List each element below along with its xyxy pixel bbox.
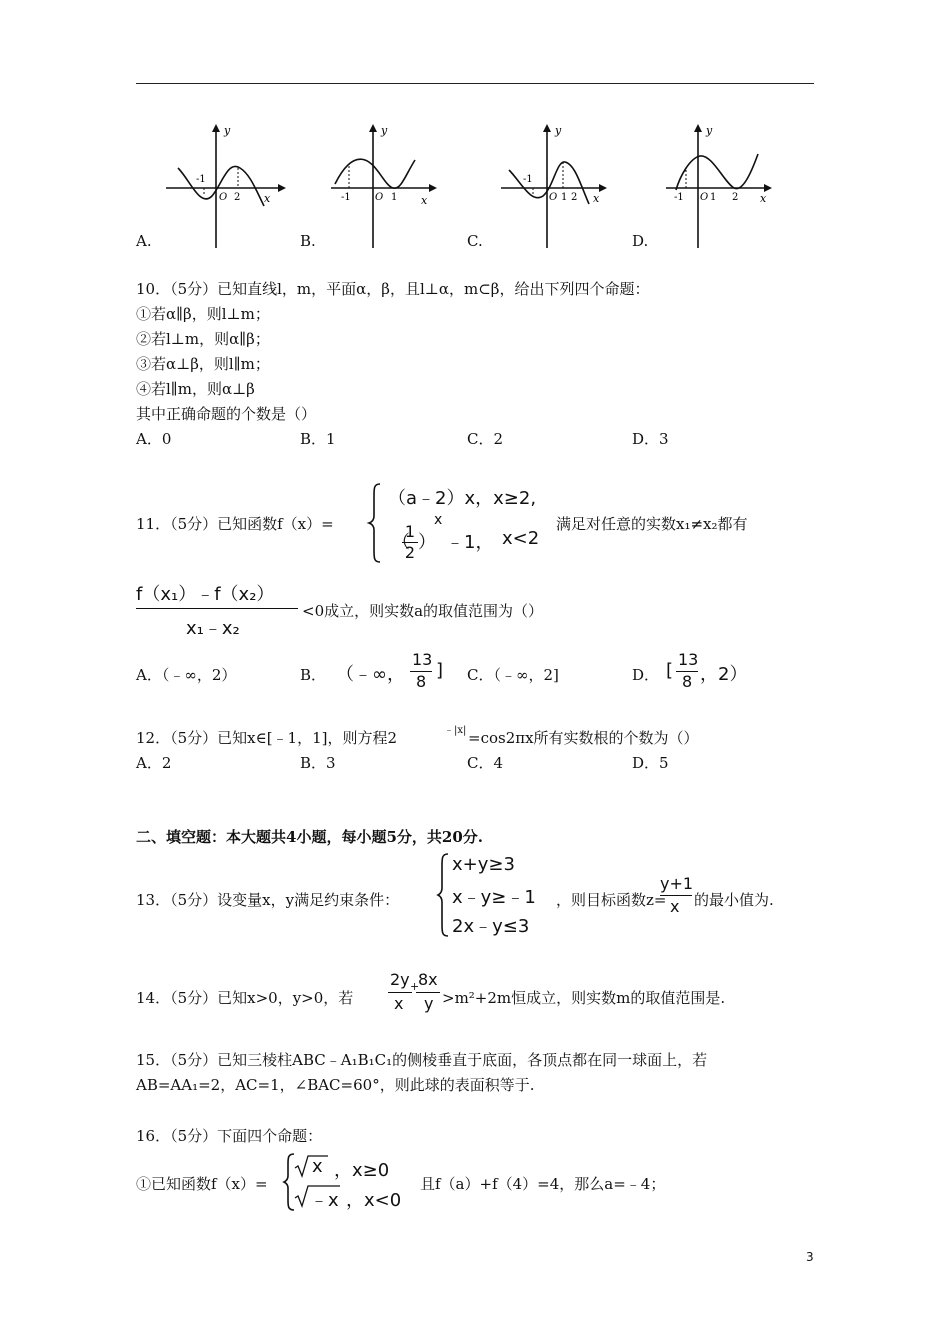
q12-stem-b: =cos2πx所有实数根的个数为（） bbox=[468, 729, 699, 747]
q14-prefix: 14．（5分）已知x>0，y>0，若 bbox=[136, 989, 354, 1007]
q16-case-1-cond: ，x≥0 bbox=[334, 1160, 390, 1181]
graph-c-origin: O bbox=[549, 192, 558, 203]
q11-option-d-den: 8 bbox=[682, 672, 693, 691]
q13-frac-den: x bbox=[670, 897, 680, 916]
q13-frac-bar bbox=[660, 895, 692, 896]
graph-c-label: C. bbox=[467, 232, 483, 250]
graph-c bbox=[495, 120, 625, 250]
q10-option-b: B．1 bbox=[300, 430, 336, 448]
graph-b-x-label: x bbox=[421, 194, 428, 207]
header-rule bbox=[136, 83, 814, 84]
q11-brace bbox=[368, 482, 382, 564]
q16-item-1-suffix: 且f（a）+f（4）=4，那么a=﹣4； bbox=[420, 1175, 666, 1193]
q10-option-c: C．2 bbox=[467, 430, 504, 448]
q10-option-a: A．0 bbox=[136, 430, 172, 448]
graph-d-origin: O bbox=[700, 192, 709, 203]
q11-suffix: 满足对任意的实数x₁≠x₂都有 bbox=[556, 515, 748, 533]
q10-item-3: ③若α⊥β，则l∥m； bbox=[136, 355, 270, 373]
q11-case-2-base-num: 1 bbox=[404, 522, 416, 541]
q11-option-b-label: B． bbox=[300, 666, 327, 684]
q11-case-2-exp: x bbox=[434, 512, 443, 528]
graph-a-label: A. bbox=[136, 232, 152, 250]
graph-d-tick: -1 bbox=[674, 192, 684, 203]
q11-frac-numerator: f（x₁）﹣f（x₂） bbox=[136, 584, 275, 605]
q11-option-b-den: 8 bbox=[416, 672, 427, 691]
q12-exponent: ﹣|x| bbox=[444, 725, 467, 736]
q11-option-d-num: 13 bbox=[678, 650, 699, 669]
graph-c-tick: -1 bbox=[523, 174, 533, 185]
page-number: 3 bbox=[806, 1250, 814, 1264]
q16-stem: 16．（5分）下面四个命题： bbox=[136, 1127, 323, 1145]
graph-d-label: D. bbox=[632, 232, 649, 250]
q11-case-2-paren-close: ） bbox=[418, 532, 436, 553]
q10-ask: 其中正确命题的个数是（） bbox=[136, 405, 317, 423]
q12-option-a: A．2 bbox=[136, 754, 172, 772]
q16-item-1-prefix: ①已知函数f（x）= bbox=[136, 1175, 268, 1193]
q11-case-1: （a﹣2）x，x≥2, bbox=[388, 488, 537, 509]
graph-d bbox=[660, 120, 790, 250]
q12-option-d: D．5 bbox=[632, 754, 669, 772]
graph-b-label: B. bbox=[300, 232, 316, 250]
q16-case-2-cond: ，x<0 bbox=[346, 1190, 402, 1211]
q11-after: <0成立，则实数a的取值范围为（） bbox=[302, 602, 544, 620]
q14-f2-bar bbox=[416, 992, 440, 993]
q11-option-d-close: ，2） bbox=[700, 664, 748, 685]
q11-option-d-label: D． bbox=[632, 666, 660, 684]
q10-item-4: ④若l∥m，则α⊥β bbox=[136, 380, 255, 398]
q13-frac-num: y+1 bbox=[660, 874, 694, 893]
q11-option-b-open: （﹣∞， bbox=[336, 664, 405, 685]
q10-stem: 10．（5分）已知直线l，m，平面α，β，且l⊥α，m⊂β，给出下列四个命题： bbox=[136, 280, 650, 298]
q11-case-2-paren-open: （ bbox=[392, 532, 410, 553]
q10-item-1: ①若α∥β，则l⊥m； bbox=[136, 305, 270, 323]
graph-c-tick: 1 bbox=[561, 192, 568, 203]
q11-option-c: C．（﹣∞，2] bbox=[467, 666, 559, 684]
q14-plus: + bbox=[410, 980, 420, 993]
q11-case-2-rest: ﹣1， bbox=[446, 532, 494, 553]
graph-a bbox=[160, 120, 290, 250]
q13-constraint-2: x﹣y≥﹣1 bbox=[452, 887, 536, 908]
q15-line-1: 15．（5分）已知三棱柱ABC﹣A₁B₁C₁的侧棱垂直于底面，各顶点都在同一球面上，若 bbox=[136, 1051, 708, 1069]
graph-a-origin: O bbox=[219, 192, 228, 203]
graph-d-y-label: y bbox=[706, 124, 713, 137]
q11-prefix: 11．（5分）已知函数f（x）= bbox=[136, 515, 334, 533]
q13-brace bbox=[437, 852, 449, 938]
q11-option-a: A．（﹣∞，2） bbox=[136, 666, 237, 684]
q11-option-b-num: 13 bbox=[412, 650, 433, 669]
q14-f1-num: 2y bbox=[390, 970, 410, 989]
q13-suffix: 的最小值为. bbox=[694, 891, 774, 909]
q14-f2-den: y bbox=[424, 994, 434, 1013]
graph-c-tick: 2 bbox=[571, 192, 578, 203]
q14-suffix: >m²+2m恒成立，则实数m的取值范围是. bbox=[442, 989, 726, 1007]
q14-f1-bar bbox=[388, 992, 412, 993]
q11-frac-denominator: x₁﹣x₂ bbox=[186, 618, 240, 639]
q12-option-c: C．4 bbox=[467, 754, 504, 772]
q14-f2-num: 8x bbox=[418, 970, 438, 989]
graph-d-x-label: x bbox=[760, 192, 767, 205]
graph-a-y-label: y bbox=[224, 124, 231, 137]
graph-c-x-label: x bbox=[593, 192, 600, 205]
q14-f1-den: x bbox=[394, 994, 404, 1013]
q13-constraint-3: 2x﹣y≤3 bbox=[452, 916, 530, 937]
q11-option-d-open: [ bbox=[666, 660, 674, 681]
q16-case-2-radicand: ﹣x bbox=[310, 1190, 339, 1211]
graph-b-tick: -1 bbox=[341, 192, 351, 203]
graph-d-tick: 2 bbox=[732, 192, 739, 203]
q11-case-2-cond: x<2 bbox=[502, 528, 540, 549]
graph-c-y-label: y bbox=[555, 124, 562, 137]
graph-a-tick: -1 bbox=[196, 174, 206, 185]
graph-b-tick: 1 bbox=[391, 192, 398, 203]
graph-a-tick: 2 bbox=[234, 192, 241, 203]
q11-frac-bar bbox=[136, 608, 298, 609]
q13-constraint-1: x+y≥3 bbox=[452, 854, 515, 875]
graph-b-origin: O bbox=[375, 192, 384, 203]
q12-option-b: B．3 bbox=[300, 754, 336, 772]
graph-b-y-label: y bbox=[381, 124, 388, 137]
graph-d-tick: 1 bbox=[710, 192, 717, 203]
q10-item-2: ②若l⊥m，则α∥β； bbox=[136, 330, 270, 348]
q11-option-b-close: ] bbox=[436, 660, 444, 681]
q13-mid: ，则目标函数z= bbox=[556, 891, 667, 909]
q16-case-1-radicand: x bbox=[312, 1156, 323, 1177]
section-2-heading: 二、填空题：本大题共4小题，每小题5分，共20分. bbox=[136, 828, 483, 846]
q10-option-d: D．3 bbox=[632, 430, 669, 448]
q15-line-2: AB=AA₁=2，AC=1，∠BAC=60°，则此球的表面积等于. bbox=[136, 1076, 535, 1094]
q12-stem-a: 12．（5分）已知x∈[﹣1，1]，则方程2 bbox=[136, 729, 398, 747]
q13-prefix: 13．（5分）设变量x，y满足约束条件： bbox=[136, 891, 400, 909]
graph-b bbox=[325, 120, 455, 250]
graph-a-x-label: x bbox=[264, 192, 271, 205]
q11-case-2-base-den: 2 bbox=[404, 543, 416, 562]
